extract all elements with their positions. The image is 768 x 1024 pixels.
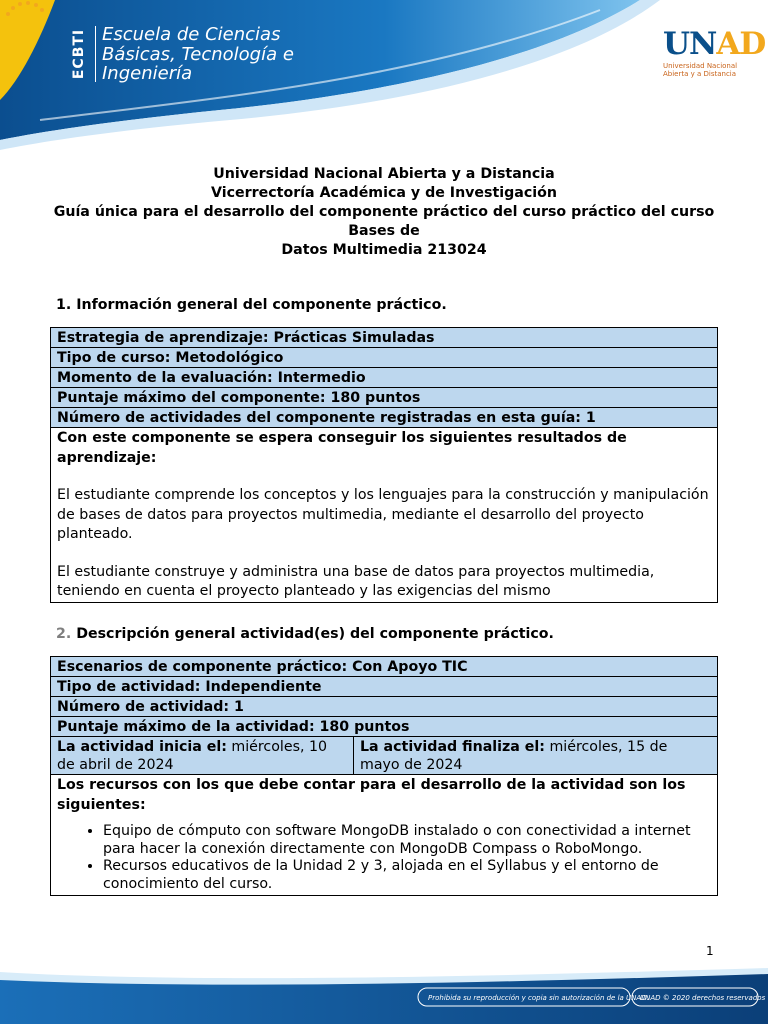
resource-item: • Recursos educativos de la Unidad 2 y 3, alojada en el Syllabus y el entorno de conocimiento del curso.	[103, 858, 711, 893]
info-row: Puntaje máximo del componente: 180 puntos	[51, 388, 718, 408]
activity-row: Puntaje máximo de la actividad: 180 puntos	[51, 717, 718, 737]
learning-results-cell	[51, 428, 718, 603]
activity-row: Número de actividad: 1	[51, 697, 718, 717]
learning-result: El estudiante comprende los conceptos y los lenguajes para la construcción y manipulación de bases de datos para proyectos multimedia, mediante el desarrollo del proyecto planteado.	[57, 487, 709, 542]
resources-cell	[51, 775, 718, 896]
start-date-cell: La actividad inicia el: miércoles, 10 de abril de 2024	[51, 737, 354, 775]
learning-result: El estudiante construye y administra una base de datos para proyectos multimedia, teniendo en cuenta el proyecto planteado y las exigencias del mismo	[57, 563, 655, 599]
info-row: Estrategia de aprendizaje: Prácticas Simuladas	[51, 328, 718, 348]
unad-logo-dots	[0, 0, 85, 70]
footer-notice: Prohibida su reproducción y copia sin autorización de la UNAD.	[428, 994, 649, 1002]
resource-item: • Equipo de cómputo con software MongoDB instalado o con conectividad a internet para hacer la conexión directamente con MongoDB Compass o RoboMongo.	[103, 823, 711, 858]
end-date-cell: La actividad finaliza el: miércoles, 15 de mayo de 2024	[354, 737, 718, 775]
document-title: Universidad Nacional Abierta y a Distancia Vicerrectoría Académica y de Investigación Guía única para el desarrollo del componente práctico del curso práctico del curso Bases de Datos Multimedia 213024	[53, 166, 715, 258]
section-2-table	[50, 656, 718, 896]
section-1-table	[50, 327, 718, 603]
resources-list	[57, 823, 711, 893]
section-1-heading: 1. Información general del componente práctico.	[56, 297, 447, 313]
section-2-heading: 2. Descripción general actividad(es) del componente práctico.	[56, 626, 554, 642]
learning-results-heading: Con este componente se espera conseguir los siguientes resultados de aprendizaje:	[57, 430, 627, 466]
unad-logo-subtitle: Universidad Nacional Abierta y a Distancia	[663, 62, 738, 78]
school-code: ECBTI	[71, 28, 88, 80]
footer-rights: UNAD © 2020 derechos reservados	[640, 994, 766, 1002]
activity-row: Tipo de actividad: Independiente	[51, 677, 718, 697]
unad-logo: UNAD	[663, 26, 766, 62]
info-row: Momento de la evaluación: Intermedio	[51, 368, 718, 388]
page-header	[0, 0, 768, 150]
school-name: Escuela de Ciencias Básicas, Tecnología e Ingeniería	[102, 24, 294, 84]
info-row: Tipo de curso: Metodológico	[51, 348, 718, 368]
activity-row: Escenarios de componente práctico: Con Apoyo TIC	[51, 657, 718, 677]
resources-heading: Los recursos con los que debe contar para el desarrollo de la actividad son los siguientes:	[57, 777, 686, 813]
info-row: Número de actividades del componente registradas en esta guía: 1	[51, 408, 718, 428]
divider	[95, 26, 96, 82]
page-number: 1	[706, 944, 714, 958]
